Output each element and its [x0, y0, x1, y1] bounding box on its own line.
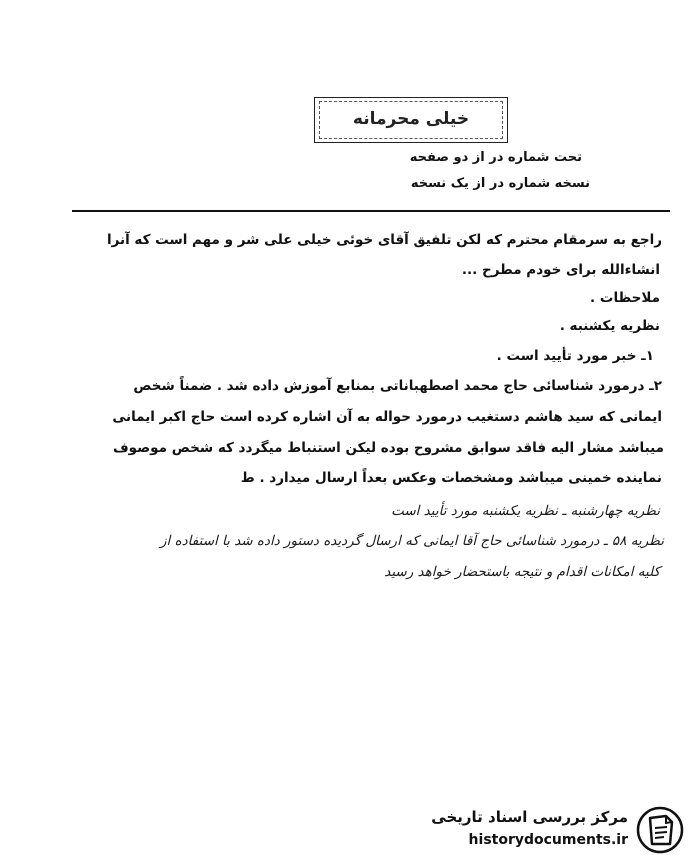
handwritten-line: نظریه ۵۸ ـ درمورد شناسائی حاج آقا ایمانی که ارسال گردیده دستور داده شد با استفاده از — [160, 533, 664, 549]
body-line: نظریه یکشنبه . — [559, 318, 660, 334]
handwritten-line: کلیه امکانات اقدام و نتیجه باستحضار خواهد رسید — [384, 564, 660, 580]
body-line: انشاءالله برای خودم مطرح ... — [461, 262, 660, 278]
stamp-inner-border — [319, 101, 503, 139]
watermark-title: مرکز بررسی اسناد تاریخی — [431, 808, 628, 826]
body-line: ۱ـ خبر مورد تأیید است . — [496, 348, 654, 364]
watermark-url: historydocuments.ir — [468, 832, 628, 848]
handwritten-line: نظریه چهارشنبه ـ نظریه یکشنبه مورد تأیید است — [391, 503, 660, 519]
body-line: ملاحظات . — [590, 290, 660, 306]
body-line: ایمانی که سید هاشم دستغیب درمورد حواله به آن اشاره کرده است حاج اکبر ایمانی — [112, 409, 662, 425]
header-divider — [72, 210, 670, 212]
stamp-text: خیلی ‌محرمانه — [352, 109, 470, 129]
watermark — [394, 802, 684, 860]
body-line: نماینده خمینی میباشد ومشخصات وعکس بعداً ارسال میدارد . ط — [240, 470, 662, 486]
body-line: ۲ـ درمورد شناسائی حاج محمد اصطهباناتی بمنابع آموزش داده شد . ضمناً شخص — [133, 378, 662, 394]
body-line: راجع به سرمقام محترم که لکن تلفیق آقای خوئی خیلی علی‌ شر و مهم است که آنرا — [107, 232, 662, 248]
classification-stamp — [314, 97, 508, 143]
body-line: میباشد مشار الیه فاقد سوابق مشروح بوده لیکن استنباط میگردد که شخص موصوف — [112, 440, 664, 456]
document-logo-icon — [636, 806, 684, 854]
meta-line-pages: تحت شماره در از دو صفحه — [409, 150, 582, 165]
meta-line-copies: نسخه شماره در از یک نسخه — [410, 176, 590, 191]
